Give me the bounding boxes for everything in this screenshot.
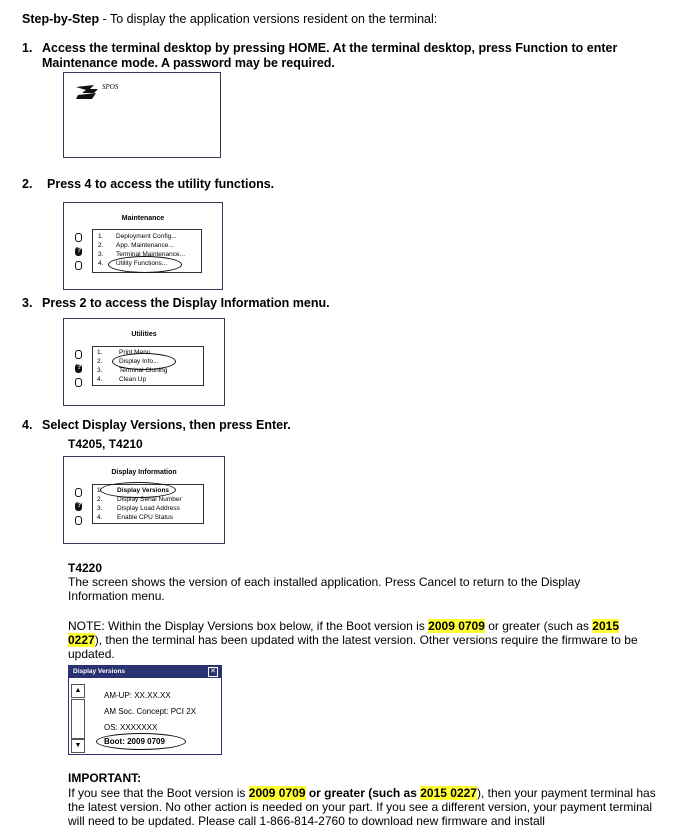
version-line: AM Soc. Concept: PCI 2X [104,707,197,716]
menu-box: 1. Print Menu 2. Display Info... 3. Terminal Cloning 4. Clean Up [92,346,204,386]
spos-logo [72,81,120,105]
menu-box: 1. Display Versions 2. Display Serial Number 3. Display Load Address 4. Enable CPU Status [92,484,204,524]
step-text: Press 4 to access the utility functions. [47,177,275,191]
help-button-icon [75,502,82,511]
highlight-circle [108,256,182,273]
display-information-screen-image [63,456,225,544]
screen-title: Display Information [111,469,177,476]
step-3 [22,296,662,311]
highlight-circle [100,482,176,498]
window-title: Display Versions [69,666,221,678]
screen-title: Maintenance [121,215,165,222]
boot-version-line: Boot: 2009 0709 [104,737,165,746]
step-2 [22,177,662,192]
step-text: Press 2 to access the Display Information menu. [42,296,330,310]
step-4 [22,418,662,433]
note-paragraph: NOTE: Within the Display Versions box below, if the Boot version is 2009 0709 or greater (such as 2015 0227), then the terminal has been updated with the latest version. Other versions require the firmware to be updated. [68,619,638,661]
button-icon [75,261,82,270]
display-versions-window [68,665,222,755]
step-number: 1. [22,41,33,55]
logo-text: SPOS [102,83,119,91]
button-icon [75,488,82,497]
step-number: 4. [22,418,33,432]
boot-version-example-highlight: 2015 0227 [68,619,619,647]
screen-title: Utilities [131,331,157,338]
models-label: T4205, T4210 [68,437,143,451]
step-number: 2. [22,177,33,191]
intro-line [22,12,437,26]
maintenance-screen-image [63,202,223,290]
step-text: Access the terminal desktop by pressing HOME. At the terminal desktop, press Function to enter Maintenance mode. A password may be required. [42,41,618,70]
highlight-circle [96,733,186,750]
close-icon[interactable]: ✕ [208,667,218,677]
button-icon [75,378,82,387]
boot-version-highlight: 2009 0709 [248,786,306,800]
version-line: AM-UP: XX.XX.XX [104,691,171,700]
help-button-icon [75,247,82,256]
home-screen-image [63,72,221,158]
menu-box: 1. Deployment Config... 2. App. Maintenance... 3. Terminal Maintenance... 4. Utility Functions... [92,229,202,273]
scroll-down-button[interactable]: ▼ [71,739,85,753]
highlight-circle [112,353,176,370]
step-1 [22,41,662,73]
scrollbar-track[interactable] [71,699,85,739]
help-button-icon [75,364,82,373]
version-line: OS: XXXXXXX [104,723,158,732]
important-label: IMPORTANT: [68,771,142,785]
utilities-screen-image [63,318,225,406]
boot-version-highlight: 2009 0709 [428,619,485,633]
step-number: 3. [22,296,33,310]
intro-rest: - To display the application versions resident on the terminal: [99,12,438,26]
intro-bold: Step-by-Step [22,12,100,26]
button-icon [75,350,82,359]
step-text: Select Display Versions, then press Enter. [42,418,291,432]
boot-version-example-highlight: 2015 0227 [420,786,477,800]
important-paragraph: If you see that the Boot version is 2009 0709 or greater (such as 2015 0227), then your payment terminal has the latest version. No other action is needed on your part. If you see a different version, your payment terminal will need to be updated. Please call 1-866-814-2760 to download new firmware and install [68,786,656,828]
button-icon [75,516,82,525]
scroll-up-button[interactable]: ▲ [71,684,85,698]
t4220-label: T4220 [68,561,103,575]
t4220-description: The screen shows the version of each installed application. Press Cancel to return to the Display Information menu. [68,575,581,603]
button-icon [75,233,82,242]
